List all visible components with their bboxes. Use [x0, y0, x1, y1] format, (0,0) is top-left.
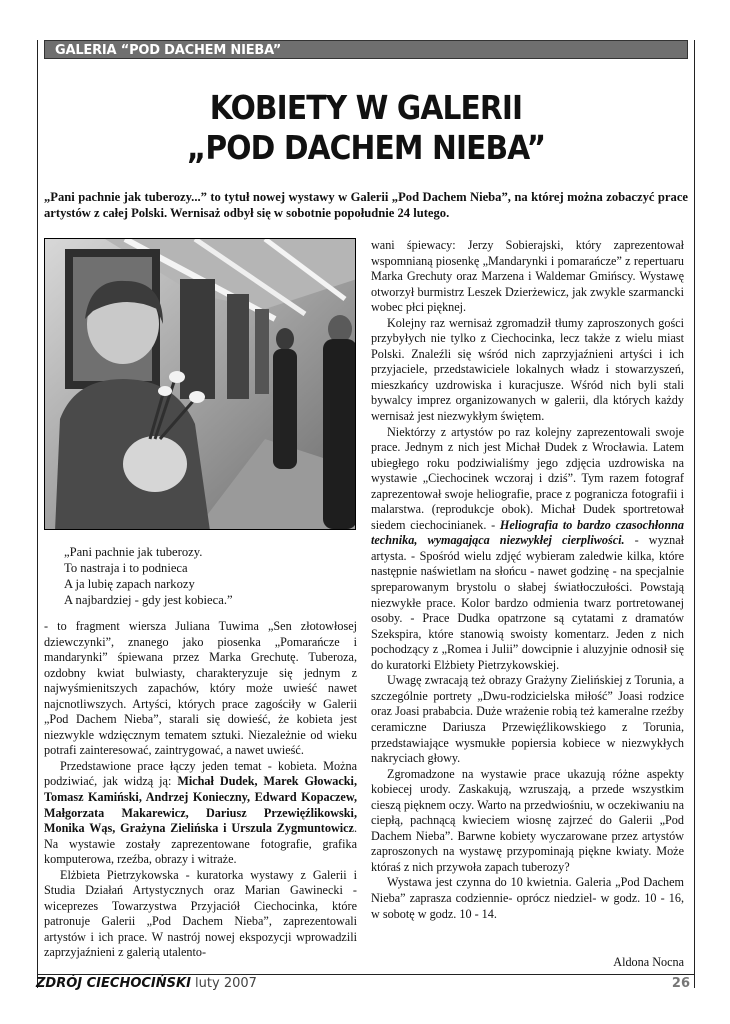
artist-names: Michał Dudek, Marek Głowacki, Tomasz Kamiński, Andrzej Konieczny, Edward Kopaczew, Małgorzata Makarewicz, Dariusz Przewięźlikowski, Monika Wąs, Grażyna Zielińska i Urszula Zygmuntowicz	[44, 774, 357, 836]
title-line-2: „POD DACHEM NIEBA”	[186, 128, 546, 167]
paragraph: Przedstawione prace łączy jeden temat - kobieta. Można podziwiać, jak widzą ją: Michał Dudek, Marek Głowacki, Tomasz Kamiński, Andrzej Konieczny, Edward Kopaczew, Małgorzata Makarewicz, Dariusz Przewięźlikowski, Monika Wąs, Grażyna Zielińska i Urszula Zygmuntowicz. Na wystawie zostały zaprezentowane fotografie, grafika komputerowa, rzeźba, obrazy i witraże.	[44, 758, 357, 867]
paragraph: wani śpiewacy: Jerzy Sobierajski, który zaprezentował wspomnianą piosenkę „Mandarynki i pomarańcze” z repertuaru Marka Grechuty oraz Marzena i Waldemar Gmińscy. Wystawę otworzył burmistrz Leszek Dzierżewicz, jak zwykle szarmancki wobec płci pięknej.	[371, 238, 684, 315]
article-author: Aldona Nocna	[613, 955, 684, 969]
poem-line: A najbardziej - gdy jest kobieca.”	[64, 593, 233, 607]
poem-line: A ja lubię zapach narkozy	[64, 577, 195, 591]
paragraph: Kolejny raz wernisaż zgromadził tłumy zaproszonych gości przybyłych nie tylko z Ciechocinka, lecz także z wielu miast Polski. Znaleźli się wśród nich zaprzyjaźnieni artyści i ich przyjaciele, przedstawiciele lokalnych władz i stowarzyszeń, mieszkańcy uzdrowiska i kuracjusze. Wśród nich byli stali bywalcy imprez organizowanych w galerii, dla których każdy wernisaż jest niezwykłym świętem.	[371, 315, 684, 424]
paragraph: Niektórzy z artystów po raz kolejny zaprezentowali swoje prace. Jednym z nich jest Michał Dudek z Wrocławia. Latem ubiegłego roku podziwialiśmy jego zdjęcia uzdrowiska na wystawie „Ciechocinek wczoraj i dziś”. Tym razem fotograf zaprezentował swoje heliografie, prace z pogranicza fotografii i malarstwa. (reprodukcje obok). Michał Dudek sportretował siedem ciechocinianek. - Heliografia to bardzo czasochłonna technika, wymagająca niezwykłej cierpliwości. - wyznał artysta. - Spośród wielu zdjęć wybieram zaledwie kilka, które następnie naświetlam na słońcu - nawet godzinę - na specjalnie spreparowanym brystolu o słabej światłoczułości. Powstają niezwykłe prace. Kolor bardzo odmienia twarz portretowanej osoby. - Prace Dudka opatrzone są cytatami z dramatów Szekspira, które stanowią swoisty komentarz. Jeden z nich pochodzący z „Romea i Julii” dowcipnie i aluzyjnie odnosił się do kuratorki Elżbiety Pietrzykowskiej.	[371, 424, 684, 672]
section-header: GALERIA “POD DACHEM NIEBA”	[44, 40, 688, 59]
poem-line: To nastraja i to podnieca	[64, 561, 188, 575]
paragraph: Uwagę zwracają też obrazy Grażyny Zielińskiej z Torunia, a szczególnie portrety „Dwu-rodzicielska miłość” Joasi rodzice oraz Joasi prababcia. Duże wrażenie robią też kameralne rzeźby ceramiczne Dariusza Przewięźlikowskiego z Torunia, przedstawiające wysmukłe popiersia kobiece w niezwykłych nakryciach głowy.	[371, 673, 684, 766]
article-lead: „Pani pachnie jak tuberozy...” to tytuł nowej wystawy w Galerii „Pod Dachem Nieba”, na której można zobaczyć prace artystów z całej Polski. Wernisaż odbył się w sobotnie popołudnie 24 lutego.	[44, 190, 688, 220]
paragraph: Elżbieta Pietrzykowska - kuratorka wystawy z Galerii i Studia Działań Artystycznych oraz Marian Gawinecki - wiceprezes Towarzystwa Przyjaciół Ciechocinka, które patronuje Galerii „Pod Dachem Nieba”, zaprezentowali artystów i ich prace. W nastrój nowej ekspozycji wprowadzili zaprzyjaźnieni z galerią utalento-	[44, 867, 357, 960]
page-frame-left	[37, 40, 38, 988]
artist-quote: Heliografia to bardzo czasochłonna technika, wymagająca niezwykłej cierpliwości.	[371, 517, 684, 548]
article-column-right	[371, 238, 684, 922]
footer-divider	[37, 974, 695, 975]
poem-quote	[64, 544, 354, 608]
article-column-left	[44, 619, 357, 961]
page-frame-right	[694, 40, 695, 988]
title-line-1: KOBIETY W GALERII	[209, 88, 523, 127]
page-number: 26	[671, 976, 690, 991]
paragraph: Zgromadzone na wystawie prace ukazują różne aspekty kobiecej urody. Zaskakują, wzruszają, a przede wszystkim cieszą pięknem oczy. Warto na przedwiośniu, w oczekiwaniu na ciepłą, pachnącą kwieciem wiosnę zajrzeć do Galerii „Pod Dachem Nieba”. Barwne kobiety wyczarowane przez artystów zaproszonych na wystawę przypominają piękne kwiaty. Może któraś z nich przywoła zapach tuberozy?	[371, 766, 684, 874]
publication-name: ZDRÓJ CIECHOCIŃSKI	[36, 976, 191, 991]
poem-line: „Pani pachnie jak tuberozy.	[64, 545, 203, 559]
footer-publication	[36, 976, 257, 991]
article-title	[76, 88, 656, 168]
paragraph: - to fragment wiersza Juliana Tuwima „Sen złotowłosej dziewczynki”, znanego jako piosenka „Pomarańcze i mandarynki” śpiewana przez Marka Grechutę. Tuberoza, ozdobny kwiat bulwiasty, charakteryzuje się jednym z najwyśmienitszych zapachów, który może uwieść nawet najcnotliwszych. Artyści, których prace zagościły w Galerii „Pod Dachem Nieba”, starali się dowieść, że kobieta jest niezwykle wdzięcznym tematem sztuki. Niezależnie od wieku potrafi zainteresować, zaintrygować, a nawet uwieść.	[44, 619, 357, 758]
paragraph: Wystawa jest czynna do 10 kwietnia. Galeria „Pod Dachem Nieba” zaprasza codziennie- oprócz niedziel- w godz. 10 - 16, w sobotę w godz. 10 - 14.	[371, 875, 684, 921]
exhibition-photo	[44, 238, 356, 530]
publication-date: luty 2007	[195, 976, 257, 991]
